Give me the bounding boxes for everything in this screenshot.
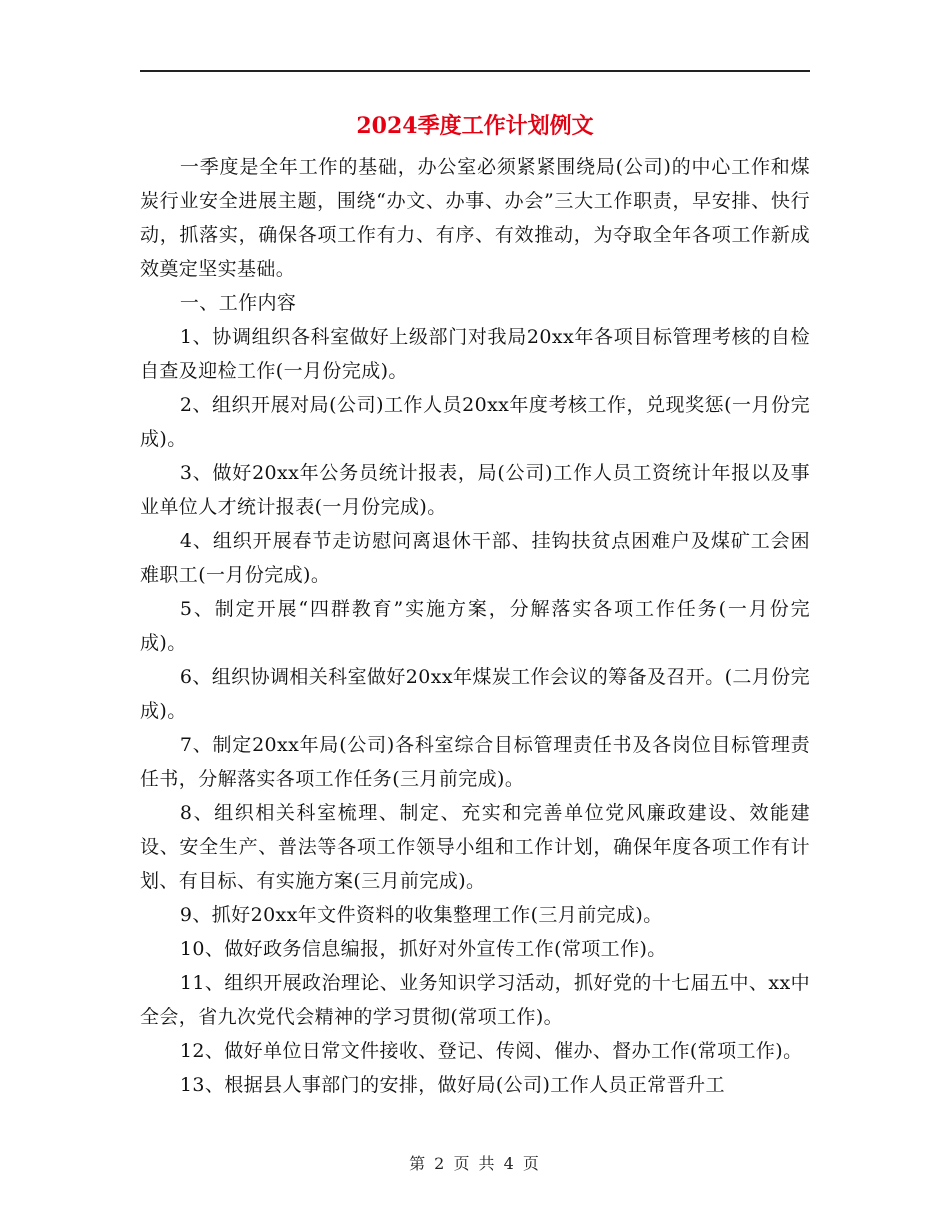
- list-item: 8、组织相关科室梳理、制定、充实和完善单位党风廉政建设、效能建设、安全生产、普法等各项工作领导小组和工作计划，确保年度各项工作有计划、有目标、有实施方案(三月前完成)。: [140, 802, 810, 892]
- list-item: 2、组织开展对局(公司)工作人员20xx年度考核工作，兑现奖惩(一月份完成)。: [140, 394, 810, 450]
- header-rule: [140, 70, 810, 72]
- document-body: [140, 150, 810, 1102]
- list-item: 5、制定开展“四群教育”实施方案，分解落实各项工作任务(一月份完成)。: [140, 598, 810, 654]
- paragraph-intro: 一季度是全年工作的基础，办公室必须紧紧围绕局(公司)的中心工作和煤炭行业安全进展主题，围绕“办文、办事、办会”三大工作职责，早安排、快行动，抓落实，确保各项工作有力、有序、有效推动，为夺取全年各项工作新成效奠定坚实基础。: [140, 156, 810, 280]
- list-item: 9、抓好20xx年文件资料的收集整理工作(三月前完成)。: [179, 904, 663, 926]
- document-title: 2024季度工作计划例文: [356, 113, 594, 139]
- list-item: 11、组织开展政治理论、业务知识学习活动，抓好党的十七届五中、xx中全会，省九次党代会精神的学习贯彻(常项工作)。: [140, 972, 810, 1028]
- list-item: 7、制定20xx年局(公司)各科室综合目标管理责任书及各岗位目标管理责任书，分解落实各项工作任务(三月前完成)。: [140, 734, 810, 790]
- section-heading: 一、工作内容: [179, 292, 297, 314]
- list-item: 4、组织开展春节走访慰问离退休干部、挂钩扶贫点困难户及煤矿工会困难职工(一月份完成)。: [140, 530, 810, 586]
- list-item: 10、做好政务信息编报，抓好对外宣传工作(常项工作)。: [179, 938, 667, 960]
- list-item: 1、协调组织各科室做好上级部门对我局20xx年各项目标管理考核的自检自查及迎检工作(一月份完成)。: [140, 326, 810, 382]
- list-item: 6、组织协调相关科室做好20xx年煤炭工作会议的筹备及召开。(二月份完成)。: [140, 666, 811, 722]
- list-item: 3、做好20xx年公务员统计报表，局(公司)工作人员工资统计年报以及事业单位人才统计报表(一月份完成)。: [140, 462, 810, 518]
- page-number: 第 2 页 共 4 页: [409, 1154, 541, 1173]
- list-item: 12、做好单位日常文件接收、登记、传阅、催办、督办工作(常项工作)。: [179, 1040, 803, 1062]
- list-item: 13、根据县人事部门的安排，做好局(公司)工作人员正常晋升工: [179, 1074, 725, 1096]
